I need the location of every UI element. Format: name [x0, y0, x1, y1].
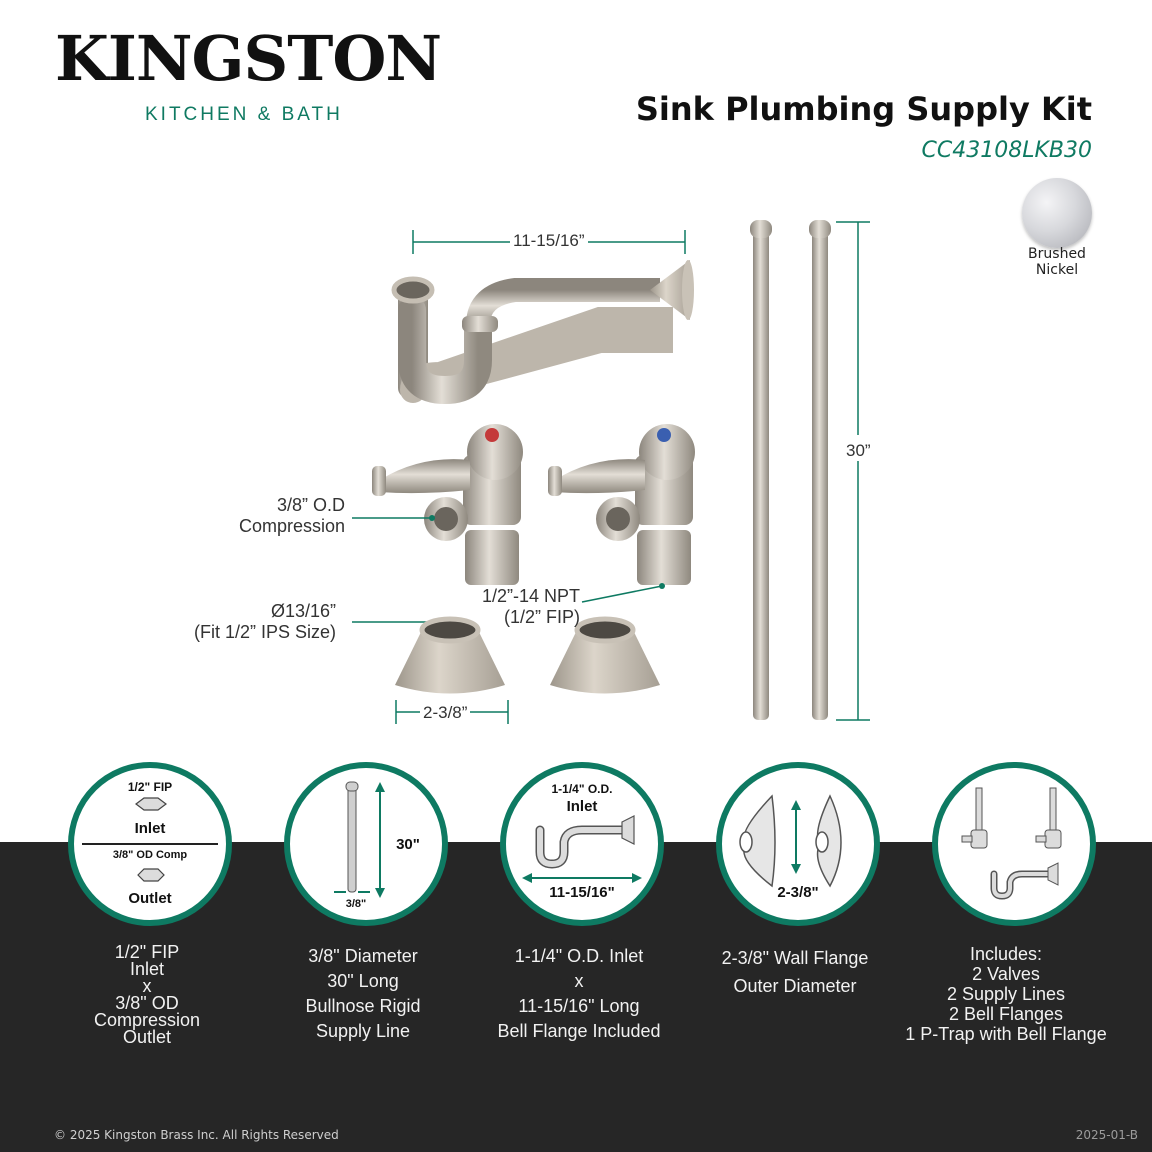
- brand-logo: KINGSTON: [55, 22, 442, 95]
- valve-icon-mid: Inlet: [134, 820, 166, 837]
- inlet-dot: [659, 583, 665, 589]
- flange-right-image: [550, 619, 660, 694]
- valve-feature-desc: 1/2" FIP Inlet x 3/8" OD Compression Outlet: [93, 942, 201, 1047]
- product-title: Sink Plumbing Supply Kit: [635, 90, 1092, 128]
- supply-line-left-image: [750, 220, 772, 720]
- flange-left-image: [395, 619, 505, 694]
- document-code: 2025-01-B: [1075, 1128, 1138, 1142]
- valve-inlet-label: 1/2”-14 NPT (1/2” FIP): [481, 586, 580, 627]
- valve-icon-top: 1/2" FIP: [127, 780, 173, 794]
- supply-icon-dia: 3/8": [345, 898, 367, 910]
- inlet-leader: [582, 586, 662, 602]
- supply-line-right-image: [809, 220, 831, 720]
- copyright-text: © 2025 Kingston Brass Inc. All Rights Reserved: [54, 1128, 339, 1142]
- supply-feature-circle: [284, 762, 448, 926]
- valve-right-image: [548, 424, 695, 585]
- valve-feature-circle: [68, 762, 232, 926]
- ptrap-feature-circle: [500, 762, 664, 926]
- flange-feature-circle: [716, 762, 880, 926]
- flange-feature-desc: 2-3/8" Wall Flange Outer Diameter: [721, 948, 869, 996]
- supply-dimension: [836, 222, 880, 720]
- supply-icon-dim: 30": [396, 836, 420, 853]
- ptrap-feature-desc: 1-1/4" O.D. Inlet x 11-15/16" Long Bell Flange Included: [497, 946, 661, 1041]
- product-diagram: [0, 190, 1152, 750]
- ptrap-width-label: 11-15/16”: [510, 231, 588, 251]
- flange-width-label: 2-3/8”: [420, 703, 470, 723]
- ptrap-icon-top: 1-1/4" O.D.: [551, 782, 613, 796]
- flange-icon-dim: 2-3/8": [777, 884, 819, 901]
- ptrap-icon-mid: Inlet: [566, 798, 598, 815]
- valve-left-image: [372, 424, 523, 585]
- valve-icon-bottom: Outlet: [128, 890, 172, 907]
- supply-length-label: 30”: [843, 441, 874, 461]
- brand-tagline: KITCHEN & BATH: [145, 104, 343, 125]
- valve-outlet-label: 3/8” O.D Compression: [238, 495, 345, 536]
- outlet-dot: [429, 515, 435, 521]
- finish-label: Brushed Nickel: [1028, 246, 1086, 278]
- supply-feature-desc: 3/8" Diameter 30" Long Bullnose Rigid Supply Line: [305, 946, 421, 1041]
- flange-diameter-label: Ø13/16” (Fit 1/2” IPS Size): [193, 601, 336, 642]
- ptrap-image: [394, 260, 694, 398]
- includes-feature-desc: Includes: 2 Valves 2 Supply Lines 2 Bell Flanges 1 P-Trap with Bell Flange: [905, 944, 1107, 1044]
- includes-feature-circle: [932, 762, 1096, 926]
- product-sku: CC43108LKB30: [921, 138, 1092, 163]
- valve-icon-sub: 3/8" OD Comp: [112, 849, 188, 861]
- ptrap-icon-dim: 11-15/16": [549, 884, 615, 901]
